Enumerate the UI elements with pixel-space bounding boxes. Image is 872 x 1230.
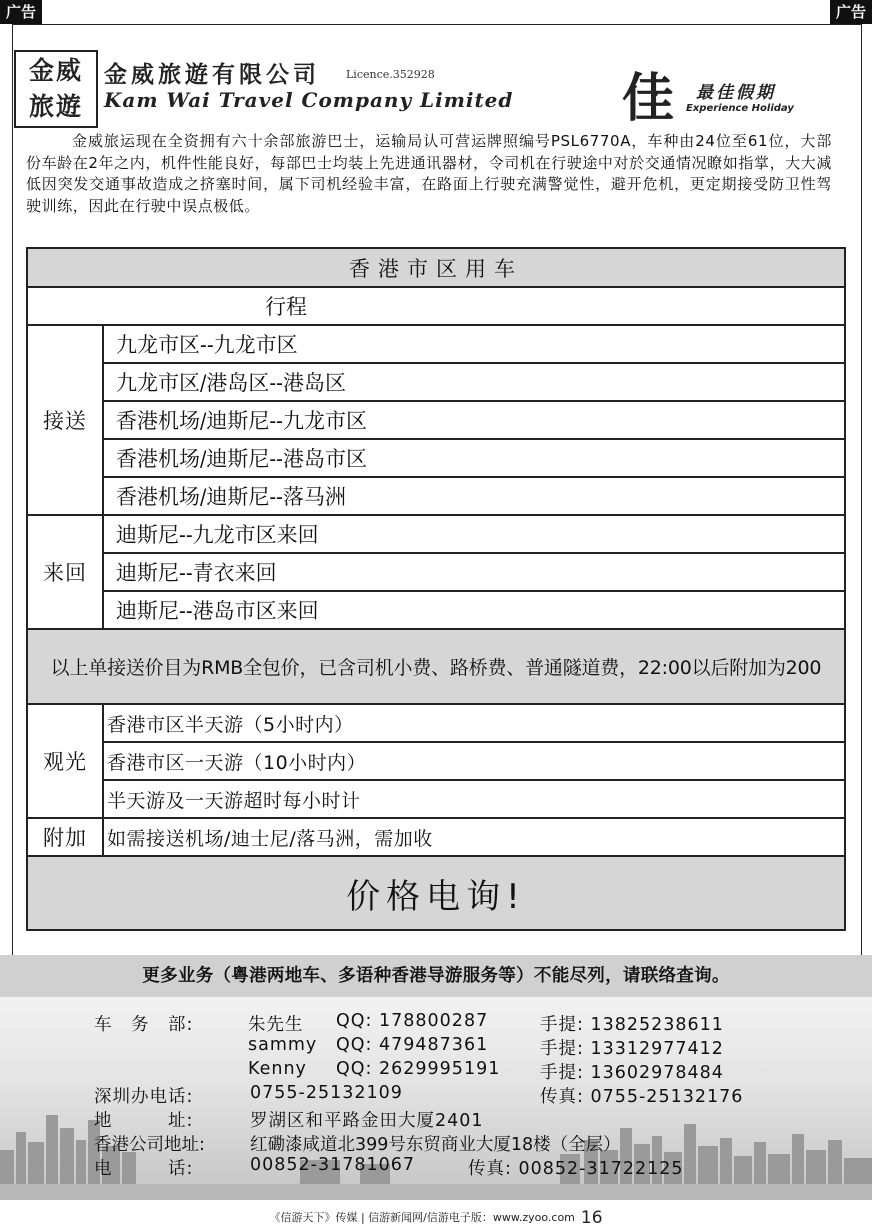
table-subheader-row (27, 287, 845, 325)
ad-tag-left: 广告 (0, 0, 42, 24)
route-item: 迪斯尼--港岛市区来回 (103, 591, 845, 629)
company-logo (14, 50, 98, 128)
sz-phone-label: 深圳办电话: (94, 1087, 194, 1107)
tour-item: 香港市区一天游（10小时内） (103, 742, 845, 780)
route-item: 九龙市区--九龙市区 (103, 325, 845, 363)
table-row (27, 553, 845, 591)
company-name-cn: 金威旅遊有限公司 (104, 61, 320, 88)
qq-3: QQ: 2629995191 (336, 1059, 501, 1079)
hk-fax: 传真: 00852-31722125 (468, 1159, 684, 1179)
hk-phone: 00852-31781067 (250, 1155, 416, 1175)
price-note-row (27, 629, 845, 704)
route-item: 迪斯尼--九龙市区来回 (103, 515, 845, 553)
route-item: 迪斯尼--青衣来回 (103, 553, 845, 591)
table-row (27, 591, 845, 629)
footer-text: 《信游天下》传媒 | 信游新闻网/信游电子版：www.zyoo.com (269, 1211, 575, 1224)
more-services-banner: 更多业务（粤港两地车、多语种香港导游服务等）不能尽列，请联络查询。 (0, 955, 872, 997)
service-table (26, 247, 846, 931)
page-number: 16 (580, 1208, 603, 1228)
category-roundtrip: 来回 (27, 515, 103, 629)
route-item: 香港机场/迪斯尼--港岛市区 (103, 439, 845, 477)
table-row (27, 818, 845, 856)
price-inquiry: 价格电询! (27, 856, 845, 930)
dept-label: 车 务 部: (94, 1015, 194, 1035)
table-row (27, 515, 845, 553)
price-row (27, 856, 845, 930)
table-row (27, 325, 845, 363)
table-row (27, 439, 845, 477)
route-item: 九龙市区/港岛区--港岛区 (103, 363, 845, 401)
address: 罗湖区和平路金田大厦2401 (250, 1111, 484, 1131)
itinerary-header: 行程 (265, 295, 307, 319)
price-note: 以上单接送价目为RMB全包价，已含司机小费、路桥费、普通隧道费，22:00以后附加为200 (27, 629, 845, 704)
category-sightseeing: 观光 (27, 704, 103, 818)
qq-2: QQ: 479487361 (336, 1035, 489, 1055)
table-row (27, 780, 845, 818)
table-title-row (27, 248, 845, 287)
table-row (27, 363, 845, 401)
logo-line-2: 旅遊 (28, 92, 83, 121)
hk-address-label: 香港公司地址: (94, 1135, 205, 1155)
tour-item: 半天游及一天游超时每小时计 (103, 780, 845, 818)
contact-person-3: Kenny (248, 1059, 307, 1079)
route-item: 香港机场/迪斯尼--九龙市区 (103, 401, 845, 439)
sz-phone: 0755-25132109 (250, 1083, 403, 1103)
contact-person-1: 朱先生 (248, 1015, 304, 1035)
slogan-en: Experience Holiday (686, 103, 794, 114)
category-transfer: 接送 (27, 325, 103, 515)
table-row (27, 742, 845, 780)
table-title: 香港市区用车 (27, 248, 845, 287)
contact-person-2: sammy (248, 1035, 318, 1055)
hk-phone-label: 电 话: (94, 1159, 194, 1179)
hk-address: 红磡漆咸道北399号东贸商业大厦18楼（全层） (250, 1135, 621, 1155)
route-item: 香港机场/迪斯尼--落马洲 (103, 477, 845, 515)
slogan-cn: 最佳假期 (696, 83, 776, 103)
table-subheader (27, 287, 845, 325)
sz-fax: 传真: 0755-25132176 (540, 1087, 744, 1107)
mobile-1: 手提: 13825238611 (540, 1015, 724, 1035)
mobile-2: 手提: 13312977412 (540, 1039, 724, 1059)
brand-mark: 佳 (622, 68, 675, 129)
contact-section (0, 997, 872, 1200)
table-row (27, 477, 845, 515)
intro-paragraph: 金威旅运现在全资拥有六十余部旅游巴士，运输局认可营运牌照编号PSL6770A，车种由24位至61位，大部份车龄在2年之内，机件性能良好，每部巴士均装上先进通讯器材，令司机在行驶途中对於交通情况瞭如指掌，大大减低因突发交通事故造成之挤塞时间，属下司机经验丰富，在路面上行驶充满警觉性，避开危机，更定期接受防卫性驾驶训练，因此在行驶中误点极低。 (26, 132, 832, 215)
company-name-en: Kam Wai Travel Company Limited (104, 88, 514, 112)
logo-line-1: 金威 (28, 56, 83, 85)
category-extra: 附加 (27, 818, 103, 856)
address-label: 地 址: (94, 1111, 194, 1131)
table-row (27, 401, 845, 439)
tour-item: 香港市区半天游（5小时内） (103, 704, 845, 742)
table-row (27, 704, 845, 742)
ad-tag-right: 广告 (830, 0, 872, 24)
qq-1: QQ: 178800287 (336, 1011, 489, 1031)
extra-item: 如需接送机场/迪士尼/落马洲，需加收 (103, 818, 845, 856)
company-licence: Licence.352928 (346, 68, 435, 81)
page-footer (0, 1208, 872, 1228)
mobile-3: 手提: 13602978484 (540, 1063, 724, 1083)
